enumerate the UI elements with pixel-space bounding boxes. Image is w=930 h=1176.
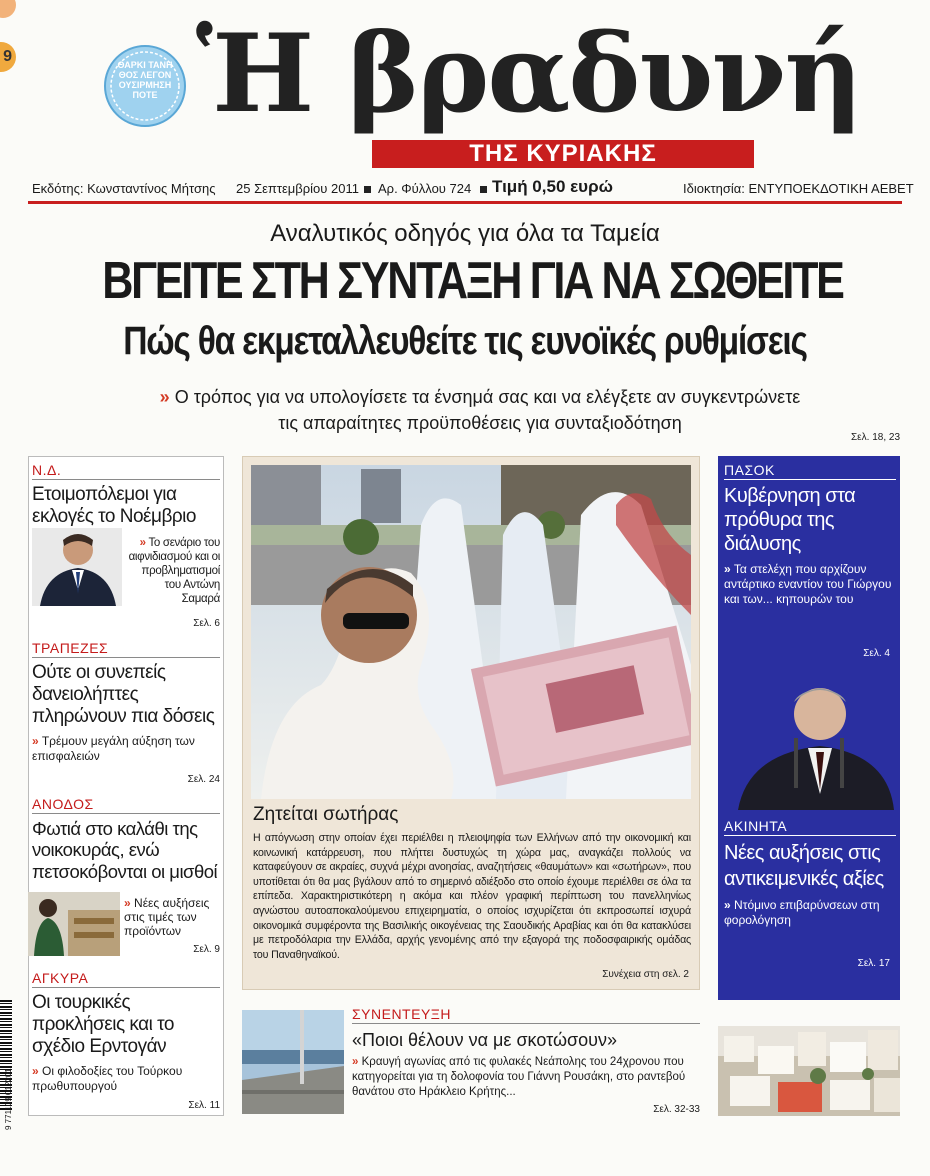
seal-text: ΘΑΡΚΙ ΤΑΝΗΘΟΣ ΛΕΓΟΝ ΟΥΣΙΡΜΗΣΗ ΠΟΤΕ xyxy=(117,60,173,100)
photo-samaras xyxy=(32,528,122,606)
arrow-icon: » xyxy=(32,733,39,748)
masthead-rule xyxy=(28,201,902,204)
story-text-body: Τα στελέχη που αρχίζουν αντάρτικο εναντίον του Γιώργου και των... κηπουρών του xyxy=(724,562,892,606)
arrow-icon: » xyxy=(352,1056,359,1068)
page-ref: Σελ. 9 xyxy=(193,944,220,955)
issue-date: 25 Σεπτεμβρίου 2011 xyxy=(236,181,359,196)
barcode-number: 9 771109 012201 xyxy=(4,1068,13,1130)
right-item-realestate[interactable] xyxy=(724,818,896,988)
section-label: ΠΑΣΟΚ xyxy=(724,462,896,480)
story-text xyxy=(124,896,220,938)
section-label: ΑΝΟΔΟΣ xyxy=(32,796,220,814)
publisher: Εκδότης: Κωνσταντίνος Μήτσης xyxy=(32,181,216,196)
interview-photo xyxy=(242,1010,344,1114)
center-story-continued[interactable]: Συνέχεια στη σελ. 2 xyxy=(602,969,689,980)
arrow-icon: » xyxy=(724,562,731,576)
page-ref: Σελ. 17 xyxy=(857,958,890,969)
story-text-body: Νέες αυξήσεις στις τιμές των προϊόντων xyxy=(124,896,210,938)
left-item-nd[interactable] xyxy=(32,462,220,632)
page-ref: Σελ. 24 xyxy=(187,774,220,785)
masthead-info-row xyxy=(28,177,914,201)
lead-kicker: Αναλυτικός οδηγός για όλα τα Ταμεία xyxy=(270,220,660,247)
story-text-body: Οι φιλοδοξίες του Τούρκου πρωθυπουργού xyxy=(32,1063,183,1093)
issue-number: Αρ. Φύλλου 724 xyxy=(378,181,472,196)
lead-dek xyxy=(100,384,860,436)
masthead-title: Ἡ βραδυνή xyxy=(196,11,861,137)
section-label: Ν.Δ. xyxy=(32,462,220,480)
section-label: ΑΚΙΝΗΤΑ xyxy=(724,818,896,836)
interview-text-body: Κραυγή αγωνίας από τις φυλακές Νεάπολης του 24χρονου που κατηγορείται για τη δολοφονία του Γιάννη Ρουσάκη, στο ραντεβού θανάτου στο Ηράκλειο Κρήτης... xyxy=(352,1056,686,1098)
story-title: Νέες αυξήσεις στις αντικειμενικές αξίες xyxy=(724,842,884,890)
arrow-icon: » xyxy=(139,537,146,549)
story-text xyxy=(724,562,896,607)
story-text xyxy=(724,898,896,928)
masthead-seal xyxy=(103,44,187,128)
center-story[interactable] xyxy=(242,456,700,990)
story-text-body: Τρέμουν μεγάλη αύξηση των επισφαλειών xyxy=(32,733,195,763)
story-text xyxy=(32,1064,220,1094)
center-photo xyxy=(251,465,691,799)
arrow-icon: » xyxy=(32,1063,39,1078)
lead-dek-line1: Ο τρόπος για να υπολογίσετε τα ένσημά σας και να ελέγξετε αν συγκεντρώνετε xyxy=(174,387,801,407)
arrow-icon: » xyxy=(159,387,170,407)
masthead-subtitle: ΤΗΣ ΚΥΡΙΑΚΗΣ xyxy=(372,140,754,168)
right-item-pasok[interactable] xyxy=(724,462,896,672)
photo-shopper xyxy=(28,892,120,956)
story-title: Ούτε οι συνεπείς δανειολήπτες πληρώνουν πια δόσεις xyxy=(32,662,215,727)
story-text-body: Το σενάριο του αιφνιδιασμού και οι προβληματισμοί του Αντώνη Σαμαρά xyxy=(128,537,220,605)
story-title: Κυβέρνηση στα πρόθυρα της διάλυσης xyxy=(724,485,856,555)
left-item-banks[interactable] xyxy=(32,640,220,790)
bullet-icon xyxy=(364,186,371,193)
story-text-body: Ντόμινο επιβαρύνσεων στη φορολόγηση xyxy=(724,898,880,927)
photo-papandreou xyxy=(728,662,898,810)
corner-dot xyxy=(0,0,16,18)
interview-title: «Ποιοι θέλουν να με σκοτώσουν» xyxy=(352,1030,617,1050)
photo-houses xyxy=(718,1026,900,1116)
story-text xyxy=(126,536,220,606)
owner: Ιδιοκτησία: ΕΝΤΥΠΟΕΚΔΟΤΙΚΗ ΑΕΒΕΤ xyxy=(683,181,914,196)
left-item-prices[interactable] xyxy=(32,796,220,966)
center-story-body: Η απόγνωση στην οποίαν έχει περιέλθει η πλειοψηφία των Ελλήνων από την οικονομική και κοινωνική κατάρρευση, που πλήττει δυστυχώς τη χώρα μας, αναγκάζει πολλούς να καταφεύγουν σε ακραίες, συχνά μέχρι ανοησίας, αναζητήσεις «θαυμάτων» και «σωτήρων», που υποτίθεται ότι θα μας βγάλουν από το σημερινό αδιέξοδο στο οποίο έχουμε περιέλθει σε όλα τα επίπεδα. Χαρακτηριστικότερη η ακόμα και πλέον γραφική περίπτωση του πανελληνίως αγνώστου αυτοαποκαλούμενου επιχειρηματία, ο οποίος ισχυρίζεται ότι εκπροσωπεί ισχυρά οικονομικά συμφέροντα της Βασιλικής οικογένειας της Σαουδικής Αραβίας και ότι θα κατακλύσει με πετροδόλαρια την Ελλάδα, αρχής γενομένης από την εξαγορά της ποδοσφαιρικής ομάδας του Παναθηναϊκού. xyxy=(253,832,691,961)
story-title: Ετοιμοπόλεμοι για εκλογές το Νοέμβριο xyxy=(32,484,196,527)
lead-dek-line2: τις απαραίτητες προϋποθέσεις για συνταξιοδότηση xyxy=(278,413,682,433)
section-label: ΑΓΚΥΡΑ xyxy=(32,970,220,988)
interview[interactable] xyxy=(352,1006,700,1116)
arrow-icon: » xyxy=(724,898,731,912)
section-label: ΤΡΑΠΕΖΕΣ xyxy=(32,640,220,658)
story-title: Φωτιά στο καλάθι της νοικοκυράς, ενώ πετσοκόβονται οι μισθοί xyxy=(32,818,218,882)
story-title: Οι τουρκικές προκλήσεις και το σχέδιο Ερντογάν xyxy=(32,992,174,1057)
lead-headline: ΒΓΕΙΤΕ ΣΤΗ ΣΥΝΤΑΞΗ ΓΙΑ ΝΑ ΣΩΘΕΙΤΕ xyxy=(102,252,843,310)
bullet-icon xyxy=(480,186,487,193)
corner-badge: 9 xyxy=(0,42,16,72)
page-ref: Σελ. 4 xyxy=(863,648,890,659)
left-item-ankara[interactable] xyxy=(32,970,220,1112)
page-ref: Σελ. 32-33 xyxy=(653,1104,700,1115)
lead-subhead: Πώς θα εκμεταλλευθείτε τις ευνοϊκές ρυθμίσεις xyxy=(123,319,807,363)
section-label: ΣΥΝΕΝΤΕΥΞΗ xyxy=(352,1006,700,1024)
interview-text xyxy=(352,1055,700,1100)
page-ref: Σελ. 11 xyxy=(188,1100,220,1111)
lead-page-ref: Σελ. 18, 23 xyxy=(851,432,900,443)
center-story-title: Ζητείται σωτήρας xyxy=(253,804,399,825)
arrow-icon: » xyxy=(124,896,131,910)
story-text xyxy=(32,734,220,764)
page-ref: Σελ. 6 xyxy=(193,618,220,629)
price: Τιμή 0,50 ευρώ xyxy=(492,177,613,196)
